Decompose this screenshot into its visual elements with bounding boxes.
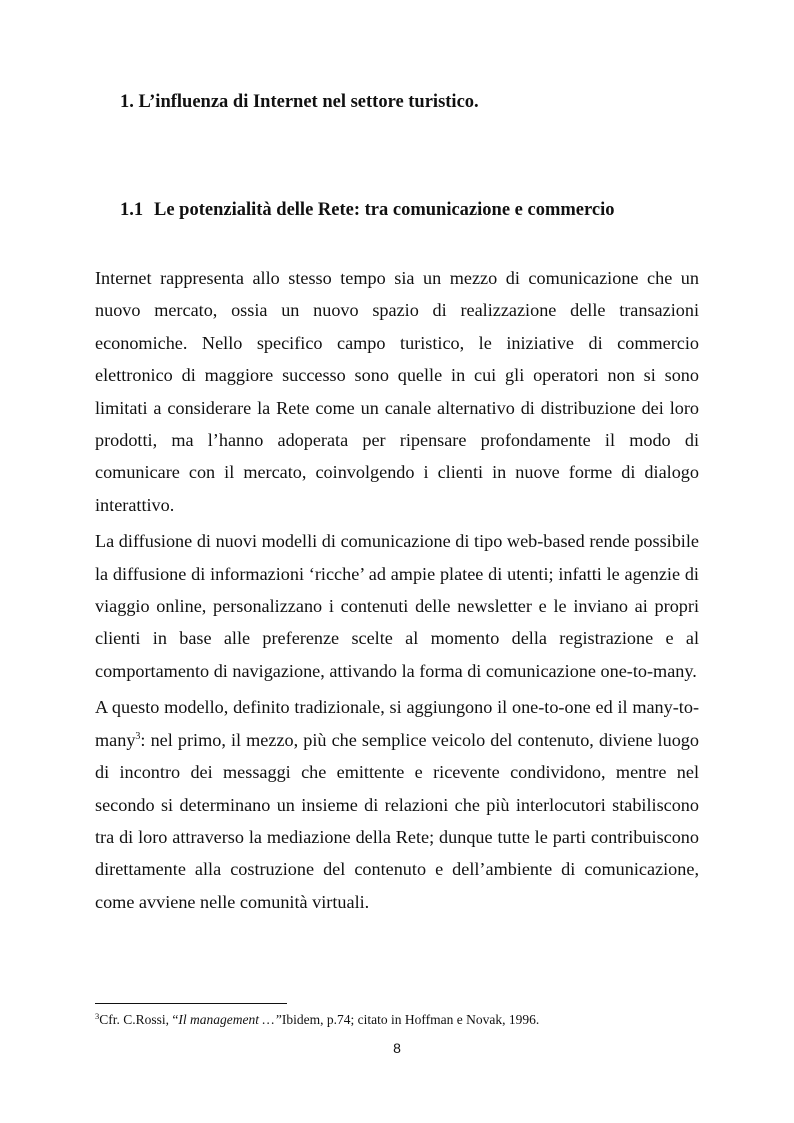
- footnote-separator: [95, 1003, 287, 1004]
- footnote: [95, 1012, 539, 1028]
- paragraph-3-part-2: : nel primo, il mezzo, più che semplice veicolo del contenuto, diviene luogo di incontro dei messaggi che emittente e ricevente condividono, mentre nel secondo si determinano un insieme di relazioni che più interlocutori stabiliscono tra di loro attraverso la mediazione della Rete; dunque tutte le parti contribuiscono direttamente alla costruzione del contenuto e dell’ambiente di comunicazione, come avviene nelle comunità virtuali.: [95, 729, 699, 912]
- footnote-number: 3: [95, 1011, 100, 1021]
- footnote-reference: 3: [135, 730, 141, 742]
- body-text: [95, 262, 699, 922]
- footnote-italic-title: Il management …”: [178, 1012, 282, 1027]
- paragraph-3-part-1: A questo modello, definito tradizionale, si aggiungono il one-to-one ed il many-to-many: [95, 697, 699, 750]
- page-number: 8: [393, 1040, 401, 1056]
- paragraph-2: La diffusione di nuovi modelli di comunicazione di tipo web-based rende possibile la diffusione di informazioni ‘ricche’ ad ampie platee di utenti; infatti le agenzie di viaggio online, personalizzano i contenuti delle newsletter e le inviano ai propri clienti in base alle preferenze scelte al momento della registrazione e al comportamento di navigazione, attivando la forma di comunicazione one-to-many.: [95, 531, 699, 681]
- paragraph-3: [95, 691, 699, 918]
- footnote-suffix: Ibidem, p.74; citato in Hoffman e Novak, 1996.: [281, 1012, 540, 1027]
- section-heading: [120, 200, 614, 221]
- paragraph-1: Internet rappresenta allo stesso tempo sia un mezzo di comunicazione che un nuovo mercato, ossia un nuovo spazio di realizzazione delle transazioni economiche. Nello specifico campo turistico, le iniziative di commercio elettronico di maggiore successo sono quelle in cui gli operatori non si sono limitati a considerare la Rete come un canale alternativo di distribuzione dei loro prodotti, ma l’hanno adoperata per ripensare profondamente il modo di comunicare con il mercato, coinvolgendo i clienti in nuove forme di dialogo interattivo.: [95, 268, 699, 515]
- section-number: 1.1: [120, 200, 144, 220]
- footnote-prefix: Cfr. C.Rossi, “: [99, 1012, 179, 1027]
- section-title: Le potenzialità delle Rete: tra comunicazione e commercio: [154, 200, 615, 220]
- chapter-title: 1. L’influenza di Internet nel settore turistico.: [120, 92, 479, 112]
